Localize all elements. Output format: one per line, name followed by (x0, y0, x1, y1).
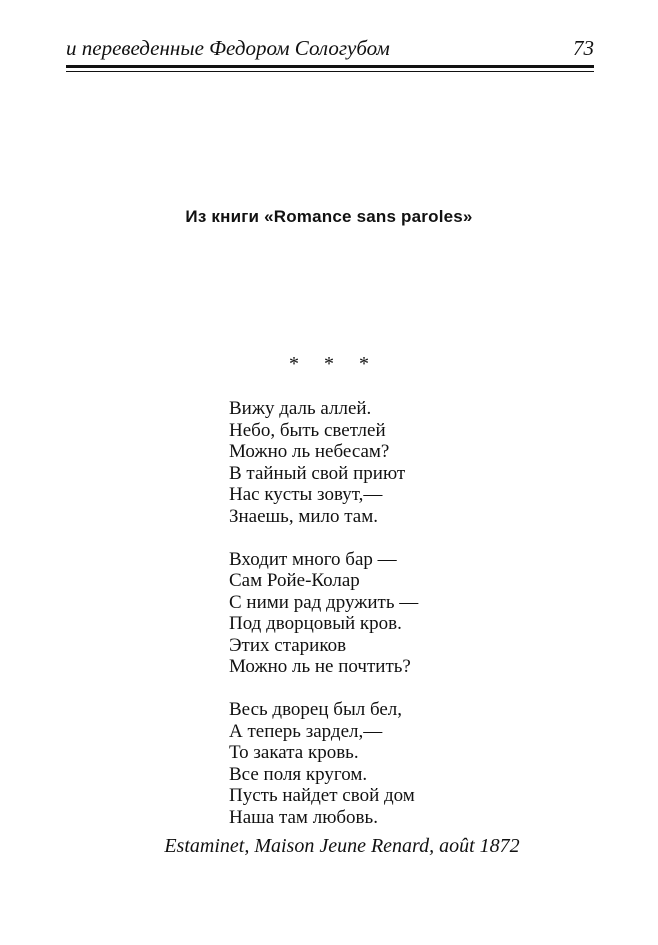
poem-line: Весь дворец был бел, (229, 699, 403, 720)
poem-line: Нас кусты зовут,— (229, 484, 383, 505)
asterism: * * * (289, 353, 379, 375)
stanza-3 (229, 699, 418, 828)
poem-line: Можно ль не почтить? (229, 656, 411, 677)
poem-line: Можно ль небесам? (229, 441, 390, 462)
poem-line: Знаешь, мило там. (229, 505, 379, 527)
poem-line: Небо, быть светлей (229, 419, 386, 441)
poem-line: Вижу даль аллей. (229, 398, 372, 419)
poem-line: В тайный свой приют (229, 462, 406, 484)
poem-line: Наша там любовь. (229, 806, 378, 828)
page-number: 73 (573, 36, 594, 60)
stanza-2 (229, 549, 418, 678)
stanza-1 (229, 398, 418, 527)
poem-line: Этих стариков (229, 634, 347, 656)
poem-line: Сам Ройе-Колар (229, 570, 360, 591)
poem-line: А теперь зардел,— (229, 720, 383, 742)
section-title: Из книги «Romance sans paroles» (185, 207, 473, 226)
running-title: и переведенные Федором Сологубом (66, 36, 390, 60)
poem (229, 398, 418, 828)
poem-line: Под дворцовый кров. (229, 613, 402, 634)
header-rule-thin (66, 71, 594, 72)
poem-line: Пусть найдет свой дом (229, 785, 415, 806)
poem-line: Входит много бар — (229, 548, 397, 570)
running-head (66, 34, 594, 64)
poem-line: С ними рад дружить — (229, 591, 419, 613)
poem-line: То заката кровь. (229, 742, 359, 763)
poem-line: Все поля кругом. (229, 763, 368, 785)
dateline: Estaminet, Maison Jeune Renard, août 1872 (164, 835, 520, 857)
header-rule-thick (66, 65, 594, 68)
